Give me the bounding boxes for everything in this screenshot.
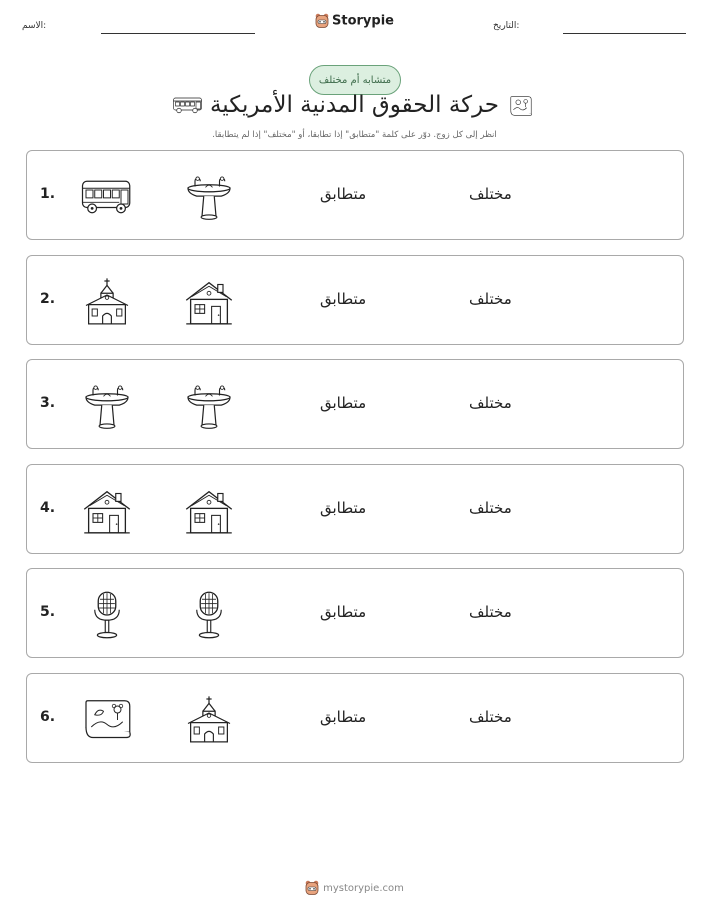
- name-line[interactable]: [101, 33, 255, 34]
- pair-row: [26, 568, 684, 658]
- map-scroll-icon: [508, 93, 534, 119]
- different-option[interactable]: مختلف: [469, 603, 512, 621]
- row-number: 2.: [40, 290, 56, 307]
- mascot-icon: [305, 880, 319, 896]
- row-number: 1.: [40, 186, 56, 202]
- microphone-icon: [181, 587, 237, 643]
- footer: [0, 880, 709, 896]
- row-number: 6.: [40, 708, 56, 725]
- row-number: 5.: [40, 604, 56, 620]
- footer-url: mystorypie.com: [323, 883, 404, 894]
- house-icon: [181, 274, 237, 330]
- same-option[interactable]: متطابق: [320, 394, 367, 412]
- pair-row: [26, 150, 684, 240]
- different-option[interactable]: مختلف: [469, 498, 512, 517]
- different-option[interactable]: مختلف: [469, 394, 512, 412]
- microphone-icon: [79, 587, 135, 643]
- same-option[interactable]: متطابق: [320, 603, 367, 621]
- name-label: الاسم:: [22, 21, 47, 31]
- same-option[interactable]: متطابق: [320, 185, 367, 203]
- date-label: التاريخ:: [493, 21, 520, 31]
- instructions: انظر إلى كل زوج. دوّر على كلمة "متطابق" إذا تطابقا، أو "مختلف" إذا لم يتطابقا.: [212, 130, 497, 140]
- worksheet-type-badge: متشابه أم مختلف: [309, 65, 401, 95]
- church-icon: [181, 692, 237, 748]
- brand-logo: [0, 13, 709, 29]
- same-option[interactable]: متطابق: [320, 289, 367, 308]
- same-option[interactable]: متطابق: [320, 707, 367, 726]
- pair-row: [26, 673, 684, 763]
- fountain-icon: [79, 378, 135, 434]
- pair-row: [26, 359, 684, 449]
- row-number: 4.: [40, 499, 56, 516]
- same-option[interactable]: متطابق: [320, 498, 367, 517]
- page-title: حركة الحقوق المدنية الأمريكية: [209, 92, 500, 118]
- fountain-icon: [181, 378, 237, 434]
- brand-name: Storypie: [332, 13, 394, 29]
- pair-row: [26, 255, 684, 345]
- row-number: 3.: [40, 395, 56, 411]
- house-icon: [79, 483, 135, 539]
- different-option[interactable]: مختلف: [469, 289, 512, 308]
- map-scroll-icon: [79, 692, 135, 748]
- bus-icon: [79, 169, 135, 225]
- pair-row: [26, 464, 684, 554]
- different-option[interactable]: مختلف: [469, 185, 512, 203]
- church-icon: [79, 274, 135, 330]
- house-icon: [181, 483, 237, 539]
- date-line[interactable]: [563, 33, 686, 34]
- mascot-icon: [315, 13, 329, 29]
- different-option[interactable]: مختلف: [469, 707, 512, 726]
- fountain-icon: [181, 169, 237, 225]
